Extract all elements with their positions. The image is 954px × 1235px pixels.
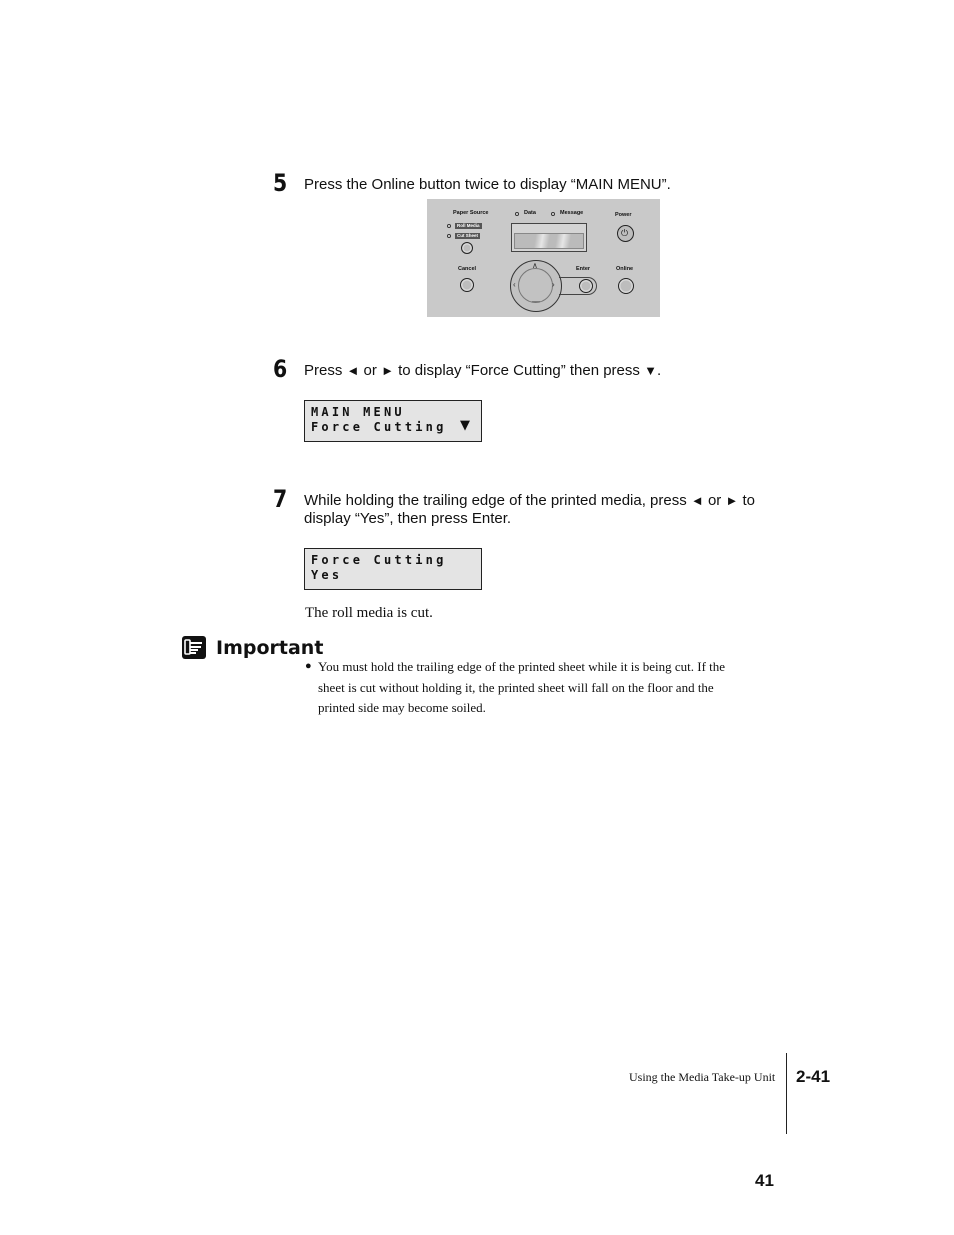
- message-label: Message: [560, 210, 584, 216]
- power-label: Power: [615, 212, 632, 218]
- enter-label: Enter: [576, 266, 591, 272]
- arrow-key-pad[interactable]: [510, 260, 562, 312]
- message-led: [551, 212, 555, 216]
- panel-lcd-display: [511, 223, 587, 252]
- step-6-text-d: .: [656, 362, 662, 379]
- online-button[interactable]: [618, 278, 634, 294]
- important-line-1: You must hold the trailing edge of the printed sheet while it is being cut. If the: [318, 659, 726, 674]
- lcd-line-1: MAIN MENU: [311, 405, 405, 419]
- cancel-button[interactable]: [460, 278, 474, 292]
- step-7-text-a: While holding the trailing edge of the printed media, press: [304, 492, 691, 509]
- left-arrow-icon: ◄: [346, 363, 360, 378]
- footer-section-page: 2-41: [796, 1067, 831, 1086]
- cut-sheet-tag: Cut Sheet: [457, 233, 479, 238]
- enter-button[interactable]: [579, 279, 593, 293]
- step-6-text-b: or: [359, 362, 382, 379]
- step-7-line-1: [304, 492, 755, 510]
- step-7-number: 7: [273, 485, 288, 513]
- important-line-3: printed side may become soiled.: [318, 700, 486, 715]
- important-title: Important: [216, 637, 324, 659]
- step-6-number: 6: [273, 355, 288, 383]
- right-arrow-icon: ►: [381, 363, 394, 378]
- step-6-text: [304, 362, 661, 380]
- down-arrow-icon: ▼: [644, 363, 657, 378]
- power-icon: ⏻: [621, 228, 629, 238]
- step-7-text-c: to: [738, 492, 756, 509]
- power-button[interactable]: [617, 225, 634, 242]
- footer-section-title: Using the Media Take-up Unit: [629, 1070, 776, 1084]
- step-7-result: The roll media is cut.: [305, 605, 433, 621]
- cut-sheet-led: [447, 234, 451, 238]
- bullet-icon: ●: [305, 660, 312, 672]
- up-arrow-icon[interactable]: ∧: [532, 261, 538, 270]
- cancel-label: Cancel: [458, 266, 477, 272]
- step-7-line-2: display “Yes”, then press Enter.: [304, 510, 512, 527]
- data-label: Data: [524, 210, 536, 216]
- step-6-text-a: Press: [304, 362, 347, 379]
- roll-media-led: [447, 224, 451, 228]
- step-5-number: 5: [273, 169, 288, 197]
- important-line-2: sheet is cut without holding it, the printed sheet will fall on the floor and the: [318, 679, 714, 695]
- down-arrow-icon: ▼: [460, 418, 470, 433]
- footer-divider: [786, 1053, 787, 1134]
- down-arrow-icon[interactable]: —: [532, 297, 540, 306]
- important-hand-icon: [182, 636, 206, 659]
- left-arrow-icon: ◄: [690, 493, 704, 508]
- right-arrow-icon: ►: [725, 493, 739, 508]
- lcd-line-1: Force Cutting: [311, 553, 447, 567]
- roll-media-tag: Roll Media: [457, 223, 480, 228]
- paper-source-button[interactable]: [461, 242, 473, 254]
- data-led: [515, 212, 519, 216]
- right-arrow-icon[interactable]: ›: [552, 280, 555, 289]
- important-text: [318, 657, 725, 719]
- lcd-main-menu: [304, 400, 482, 442]
- lcd-line-2: Force Cutting: [311, 420, 447, 434]
- lcd-line-2: Yes: [311, 568, 343, 582]
- step-5-text: Press the Online button twice to display “MAIN MENU”.: [304, 176, 671, 193]
- step-6-text-c: to display “Force Cutting” then press: [393, 362, 645, 379]
- online-label: Online: [616, 266, 634, 272]
- lcd-force-cutting: [304, 548, 482, 590]
- left-arrow-icon[interactable]: ‹: [513, 280, 516, 289]
- paper-source-label: Paper Source: [453, 210, 489, 216]
- step-7-text-b: or: [703, 492, 726, 509]
- page-number: 41: [755, 1171, 774, 1190]
- control-panel-illustration: [427, 199, 660, 317]
